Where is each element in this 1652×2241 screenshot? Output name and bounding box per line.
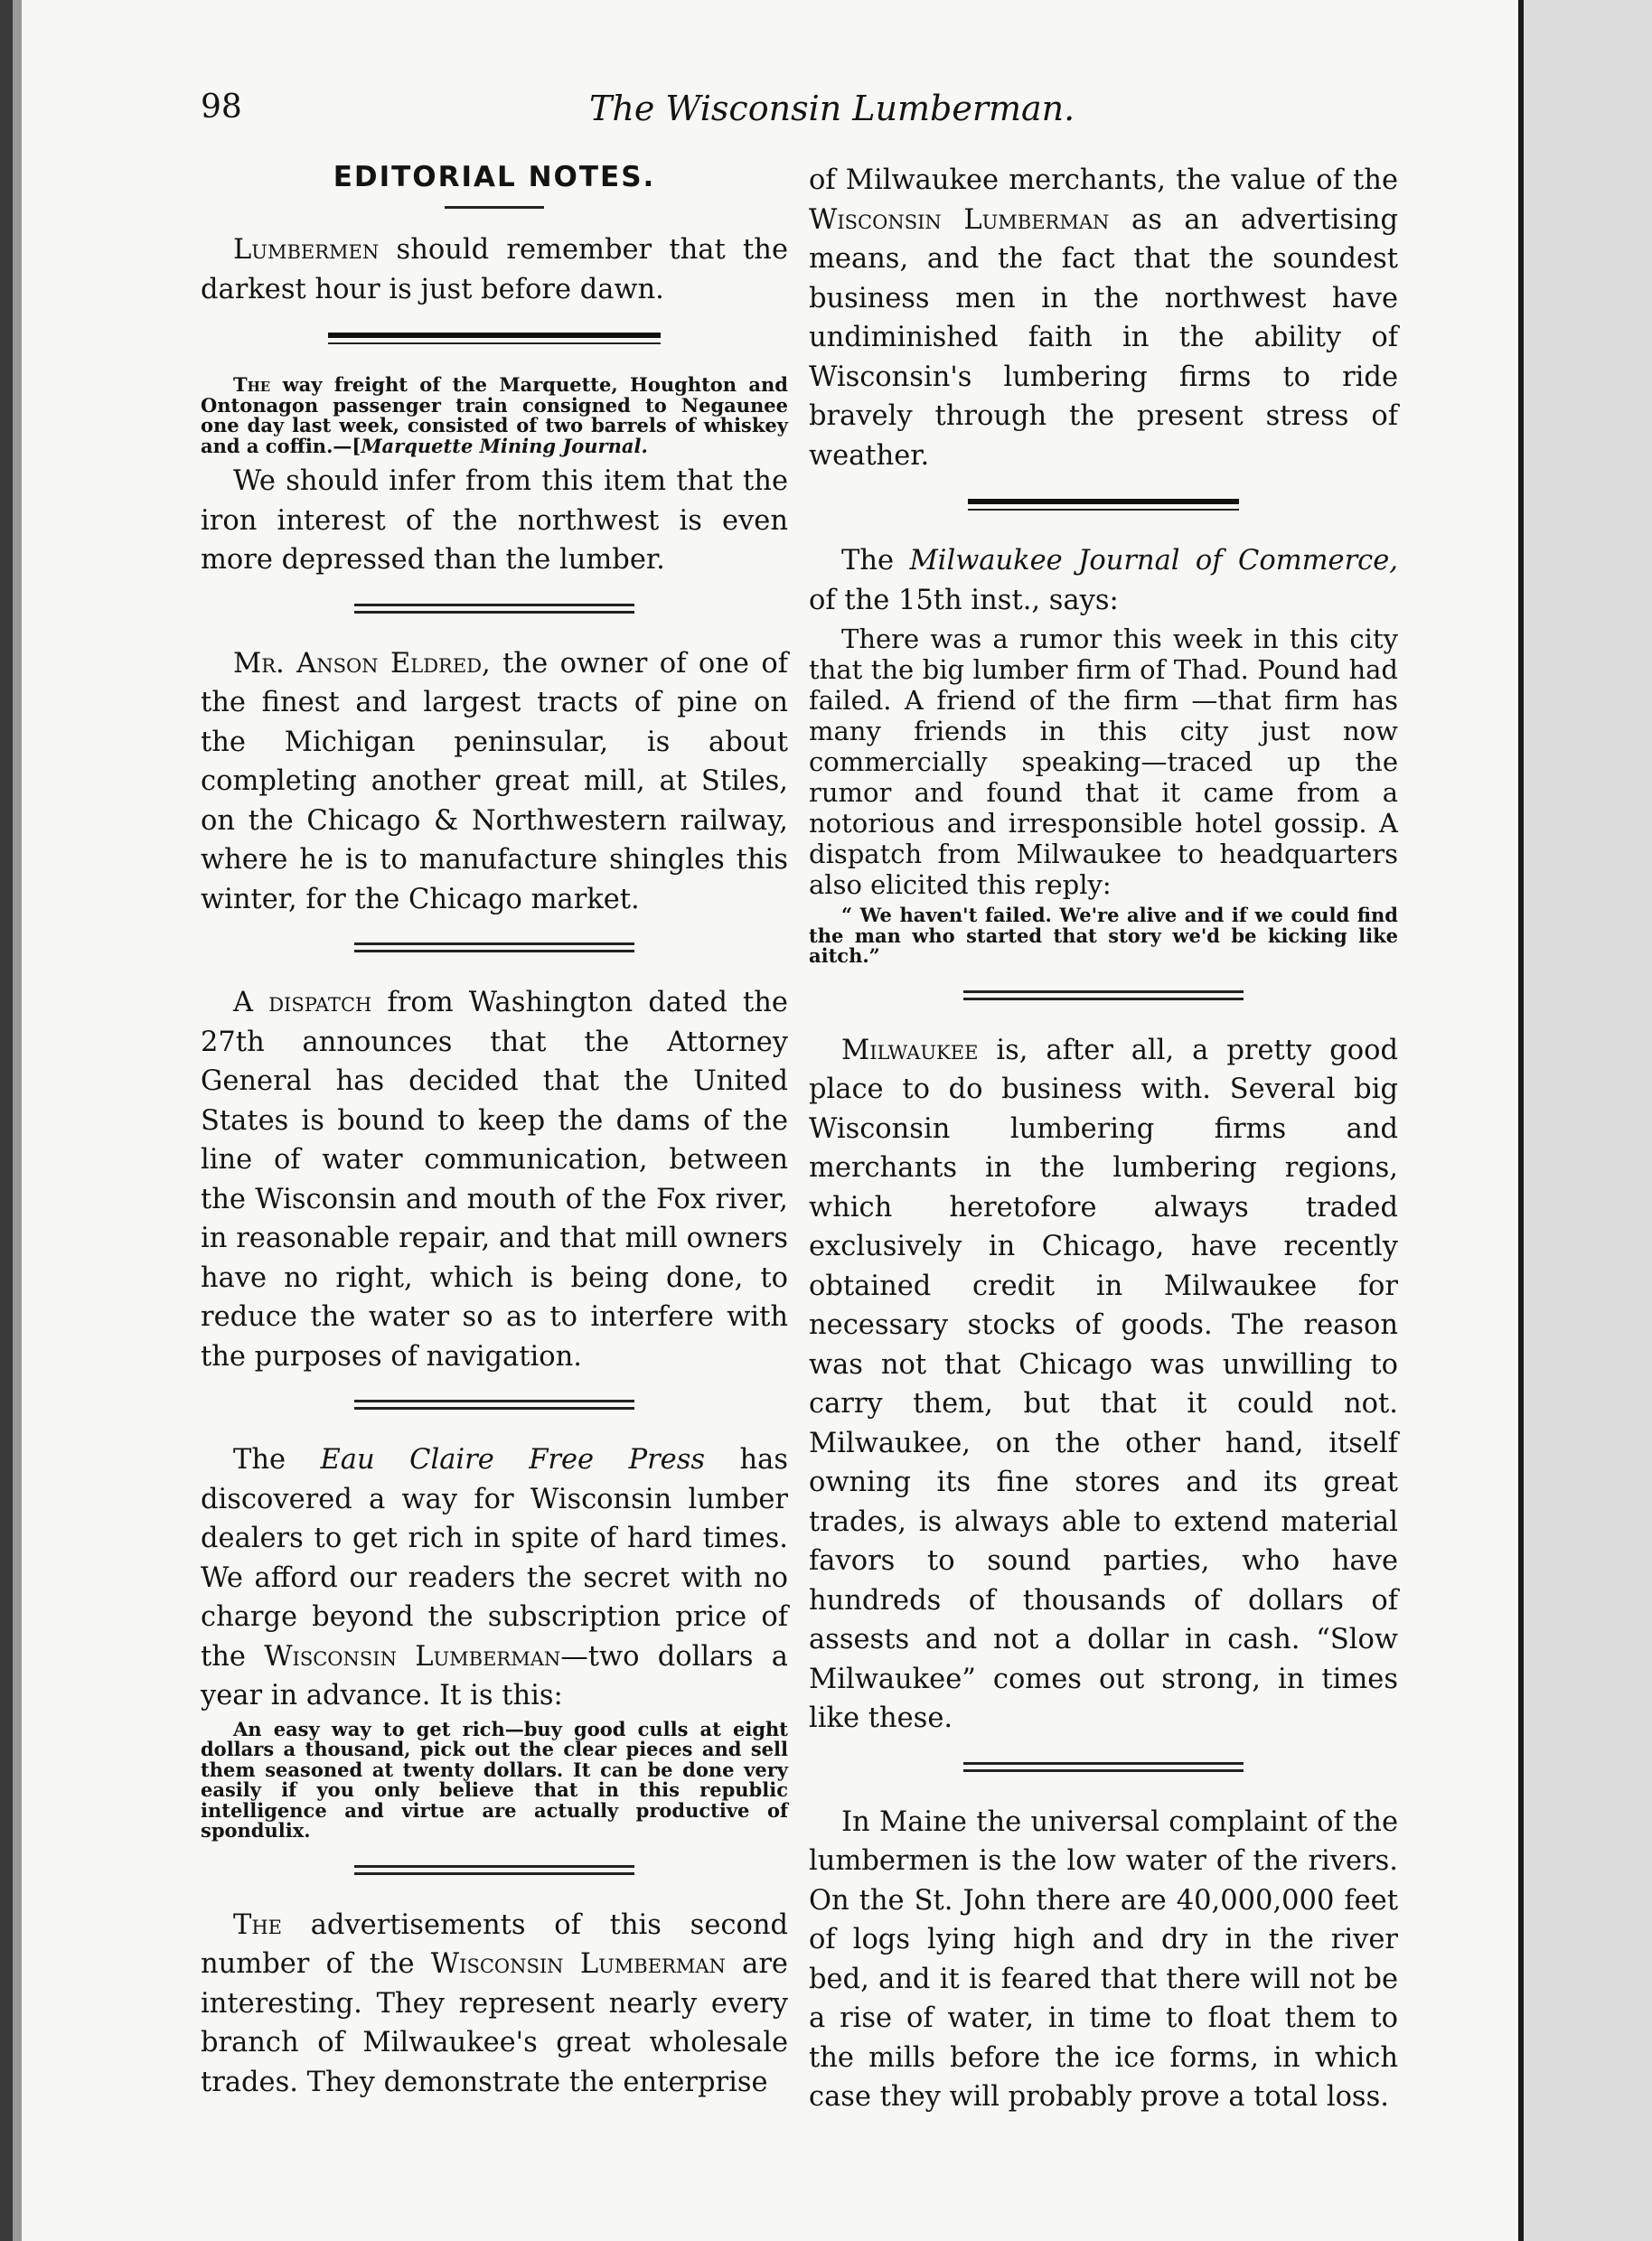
left-column bbox=[201, 161, 788, 2102]
quote-source: Marquette Mining Journal. bbox=[361, 434, 648, 457]
note-lumbermen bbox=[201, 230, 788, 309]
section-heading: EDITORIAL NOTES. bbox=[333, 161, 656, 193]
text-eldred: the owner of one of the finest and largest tracts of pine on the Michigan peninsular, is about completing another great mill, at Stiles, on the Chicago & Northwestern railway, where he is to manufacture shingles this winter, for the Chicago market. bbox=[201, 647, 788, 915]
note-dispatch bbox=[201, 983, 788, 1376]
separator-rule bbox=[963, 1762, 1244, 1772]
right-column bbox=[809, 161, 1398, 2117]
note-advertisements bbox=[201, 1906, 788, 2103]
note-milwaukee bbox=[809, 1031, 1398, 1739]
text-lumbermen: should remember that the darkest hour is just before dawn. bbox=[201, 234, 788, 305]
note-eldred bbox=[201, 644, 788, 920]
separator-rule bbox=[354, 1865, 634, 1875]
paper-name: Milwaukee Journal of Commerce, bbox=[909, 545, 1398, 577]
lead-lumbermen: Lumbermen bbox=[233, 234, 380, 266]
cont-post: as an advertising means, and the fact that the soundest business men in the northwest have undiminished faith in the ability of Wisconsin's lumbering firms to ride bravely through the present stress of weather. bbox=[809, 203, 1399, 472]
text-dispatch: from Washington dated the 27th announces that the Attorney General has decided that the United States is bound to keep the dams of the line of water communication, between the Wisconsin and mouth of the Fox river, in reasonable repair, and that mill owners have no right, which is being done, to reduce the water so as to interfere with the purposes of navigation. bbox=[201, 987, 788, 1373]
journal-title: The Wisconsin Lumberman. bbox=[589, 89, 1075, 128]
separator-rule bbox=[963, 990, 1244, 1000]
lead-milwaukee: Milwaukee bbox=[841, 1034, 979, 1066]
separator-rule bbox=[328, 333, 661, 344]
separator-rule bbox=[354, 604, 634, 614]
text-pre: The bbox=[233, 1444, 321, 1476]
jc-pre: The bbox=[841, 545, 910, 577]
lead-eldred: Mr. Anson Eldred, bbox=[233, 647, 491, 680]
page-edge-light bbox=[13, 0, 22, 2241]
note-maine: In Maine the universal complaint of the lumbermen is the low water of the rivers. On the St. John there are 40,000,000 feet of logs lying high and dry in the river bed, and it is feared that there will not be a rise of water, in time to float them to the mills before the ice forms, in which case they will probably prove a total loss. bbox=[809, 1805, 1398, 2113]
quote-marquette-text: way freight of the Marquette, Houghton and Ontonagon passenger train consigned to Negaunee one day last week, consisted of two barrels of whiskey and a coffin.—[ bbox=[201, 373, 788, 457]
note-eau-claire bbox=[201, 1440, 788, 1716]
separator-rule bbox=[354, 942, 634, 952]
page-number: 98 bbox=[201, 89, 242, 126]
continuation-paragraph bbox=[809, 161, 1398, 475]
quote-reply: “ We haven't failed. We're alive and if we could find the man who started that story we'd be kicking like aitch.” bbox=[809, 904, 1398, 967]
binding-shade bbox=[1524, 0, 1652, 2241]
running-head bbox=[201, 89, 1375, 143]
text-ads-post: are interesting. They represent nearly every branch of Milwaukee's great wholesale trades. They demonstrate the enterprise bbox=[201, 1948, 788, 2098]
note-journal-of-commerce bbox=[809, 541, 1398, 620]
quote-get-rich: An easy way to get rich—buy good culls at eight dollars a thousand, pick out the clear pieces and sell them seasoned at twenty dollars. It can be done very easily if you only believe that in this republic intelligence and virtue are actually productive of spondulix. bbox=[201, 1717, 788, 1842]
page-edge-dark bbox=[0, 0, 13, 2241]
quote-marquette bbox=[201, 375, 788, 456]
text-mid: has discovered a way for Wisconsin lumber dealers to get rich in spite of hard times. We afford our readers the secret with no charge beyond the subscription price of the bbox=[201, 1444, 788, 1673]
lead-the: The bbox=[233, 373, 271, 396]
lead-a: A bbox=[233, 987, 254, 1018]
separator-rule bbox=[968, 499, 1239, 511]
separator-rule bbox=[354, 1400, 634, 1410]
cont-pre: of Milwaukee merchants, the value of the bbox=[809, 164, 1398, 196]
jc-post: of the 15th inst., says: bbox=[809, 584, 1119, 616]
text-post: —two dollars a year in advance. It is this: bbox=[201, 1640, 788, 1711]
heading-rule bbox=[445, 206, 544, 209]
magazine-name: Wisconsin Lumberman bbox=[430, 1948, 726, 1980]
paper-name: Eau Claire Free Press bbox=[320, 1444, 706, 1476]
quote-rumor: There was a rumor this week in this city that the big lumber firm of Thad. Pound had failed. A friend of the firm —that firm has many friends in this city just now commercially speaking—traced up the rumor and found that it came from a notorious and irresponsible hotel gossip. A dispatch from Milwaukee to headquarters also elicited this reply: bbox=[809, 624, 1398, 900]
magazine-name: Wisconsin Lumberman bbox=[809, 203, 1110, 236]
text-milwaukee: is, after all, a pretty good place to do business with. Several big Wisconsin lumbering firms and merchants in the lumbering regions, which heretofore always traded exclusively in Chicago, have recently obtained credit in Milwaukee for necessary stocks of goods. The reason was not that Chicago was unwilling to carry them, but that it could not. Milwaukee, on the other hand, itself owning its fine stores and its great trades, is always able to extend material favors to sound parties, who have hundreds of thousands of dollars of assests and not a dollar in cash. “Slow Milwaukee” comes out strong, in times like these. bbox=[809, 1034, 1398, 1734]
text-ads-pre: advertisements of this second number of the bbox=[201, 1908, 788, 1980]
lead-dispatch: dispatch bbox=[253, 987, 372, 1018]
comment-iron: We should infer from this item that the iron interest of the northwest is even more depressed than the lumber. bbox=[201, 465, 788, 576]
lead-the-ads: The bbox=[233, 1908, 282, 1941]
magazine-name: Wisconsin Lumberman bbox=[264, 1640, 561, 1673]
